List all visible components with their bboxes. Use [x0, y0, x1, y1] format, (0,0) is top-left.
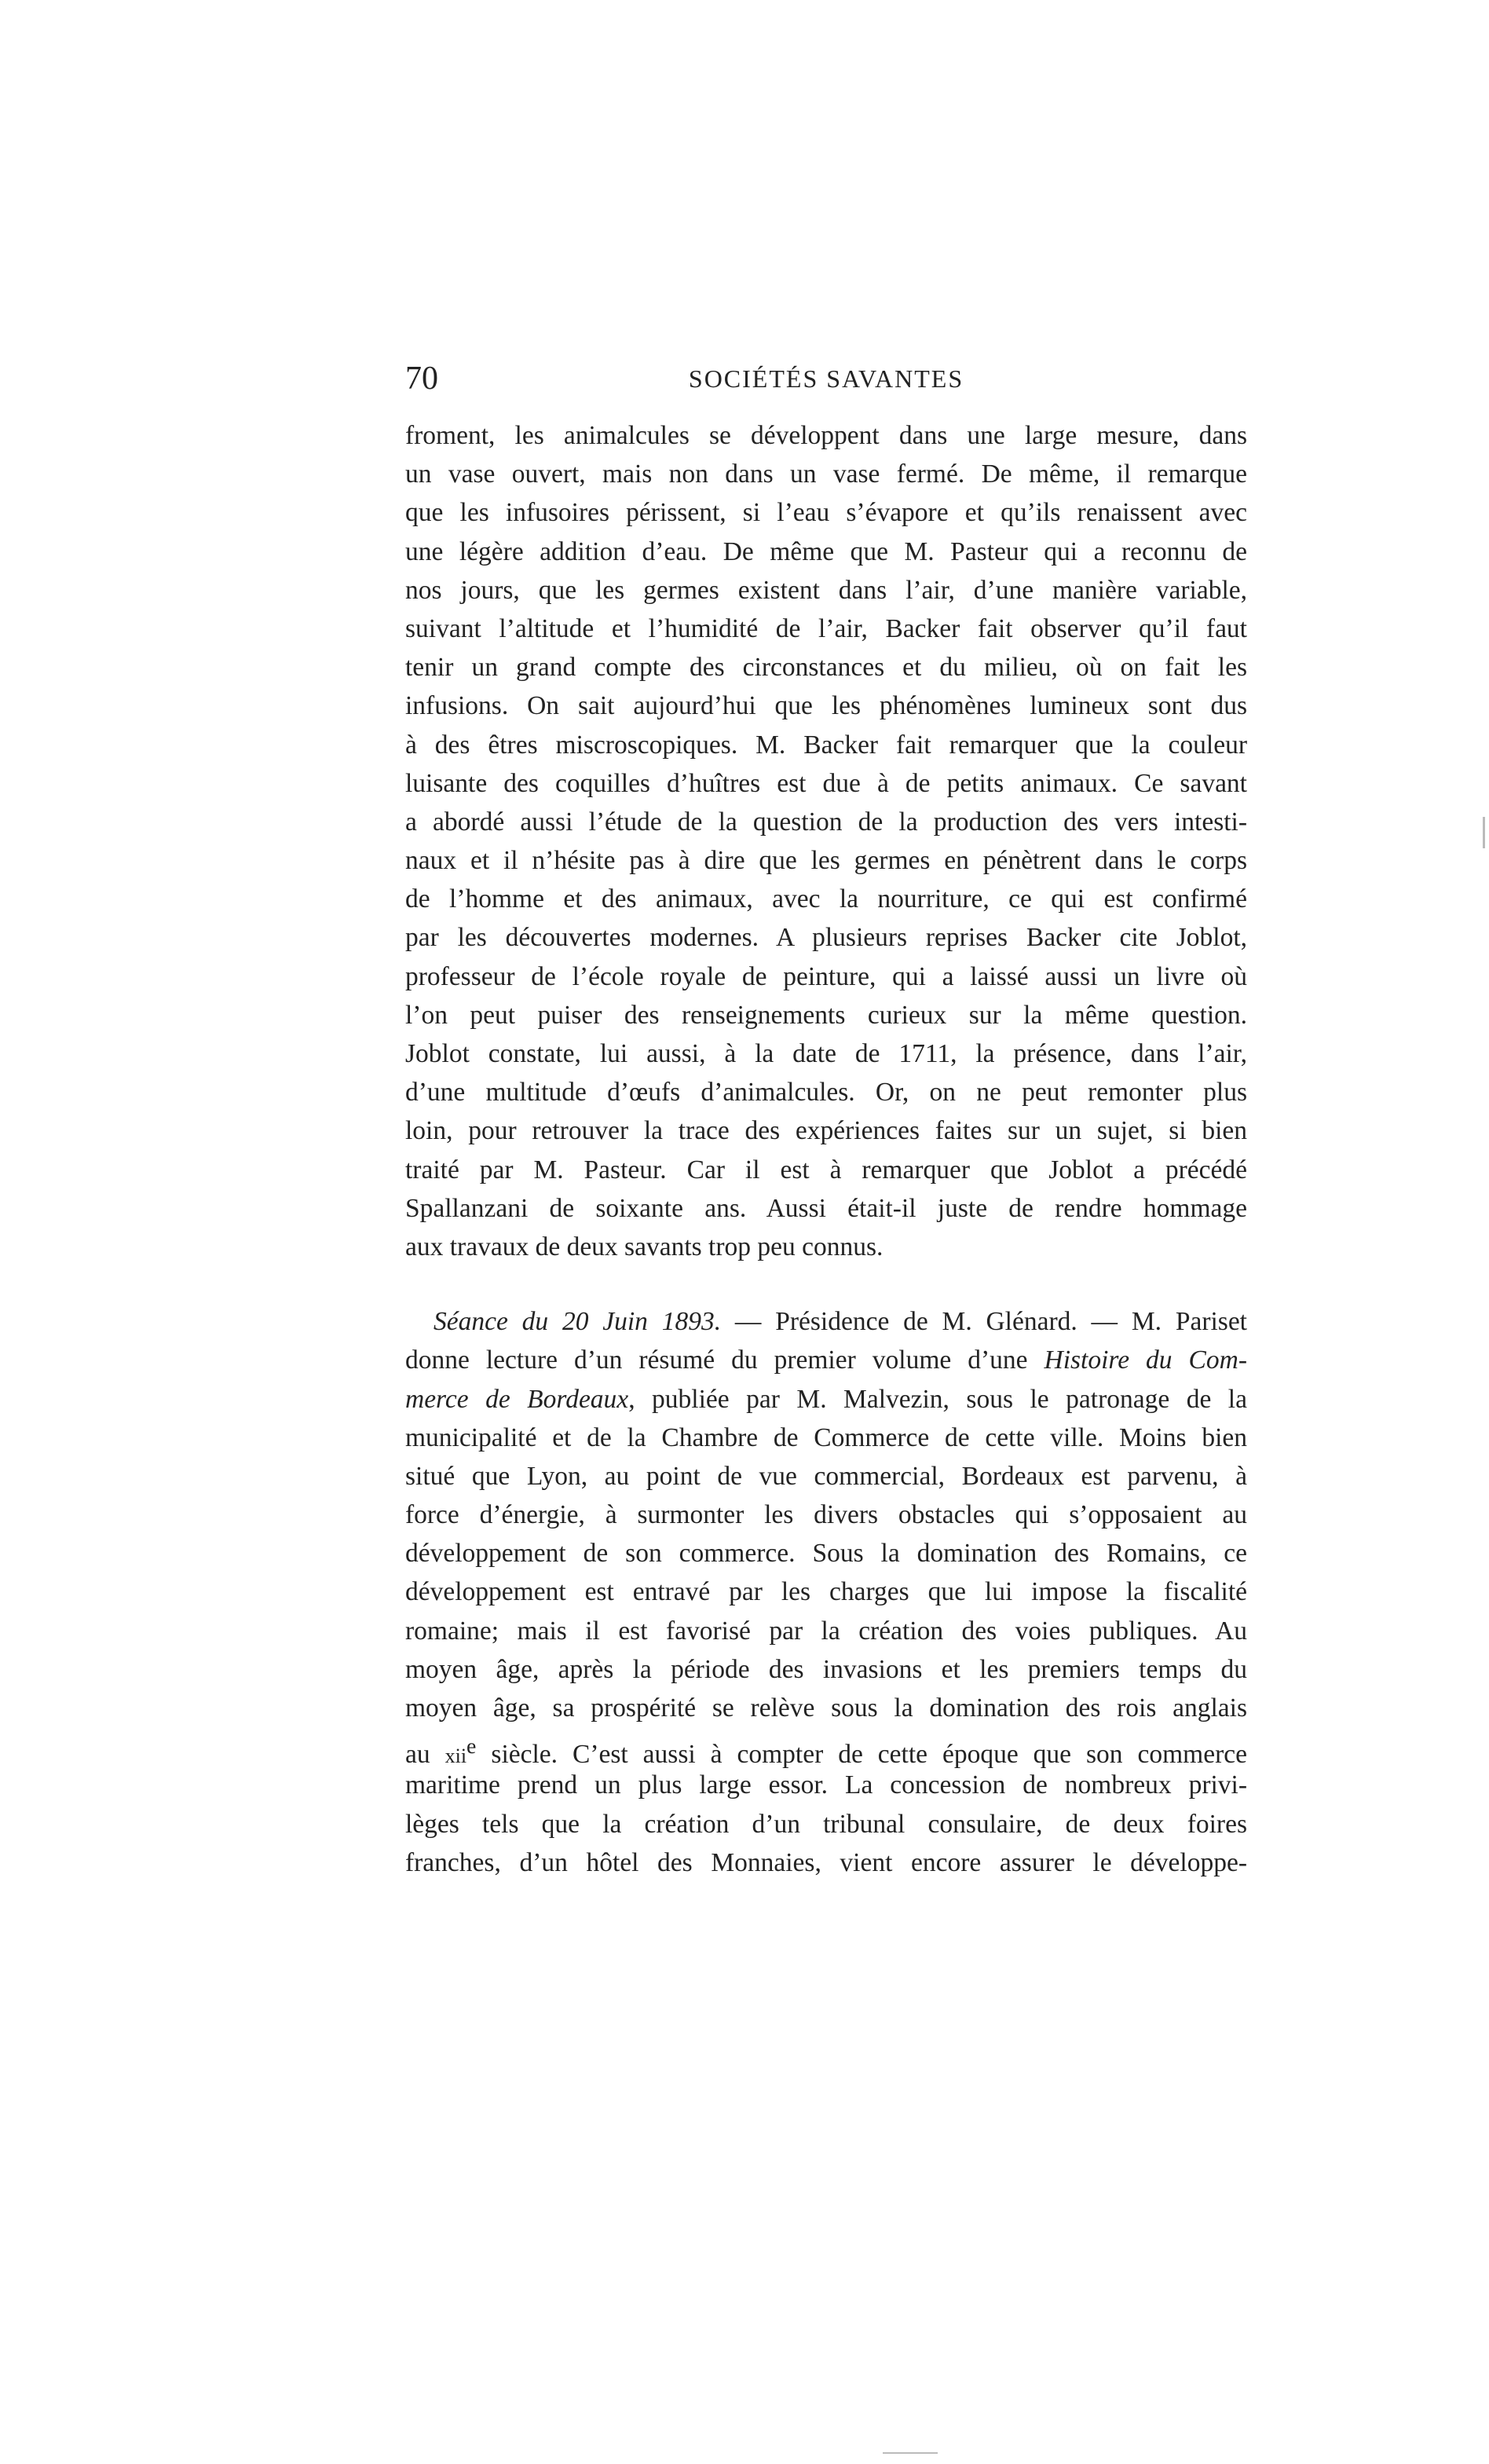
text-line: moyen âge, après la période des invasions et les premiers temps du [405, 1654, 1247, 1684]
text-line [405, 1341, 1247, 1379]
text-line: traité par M. Pasteur. Car il est à remarquer que Joblot a précédé [405, 1155, 1247, 1184]
text-line: aux travaux de deux savants trop peu connus. [405, 1232, 884, 1261]
text-line: franches, d’un hôtel des Monnaies, vient encore assurer le développe- [405, 1847, 1247, 1877]
text-line: loin, pour retrouver la trace des expériences faites sur un sujet, si bien [405, 1116, 1247, 1146]
century-numeral: xii [445, 1745, 467, 1768]
text-line: à des êtres miscroscopiques. M. Backer fait remarquer que la couleur [405, 730, 1247, 760]
line-text: — Présidence de M. Glénard. — M. Pariset [721, 1307, 1247, 1337]
text-line: force d’énergie, à surmonter les divers obstacles qui s’opposaient au [405, 1500, 1247, 1530]
text-line: nos jours, que les germes existent dans l’air, d’une manière variable, [405, 575, 1247, 605]
text-line: suivant l’altitude et l’humidité de l’air, Backer fait observer qu’il faut [405, 613, 1247, 643]
text-line: Spallanzani de soixante ans. Aussi était-il juste de rendre hommage [405, 1193, 1247, 1223]
text-line [405, 1727, 1247, 1770]
text-line: Joblot constate, lui aussi, à la date de 1711, la présence, dans l’air, [405, 1039, 1247, 1068]
book-title: Histoire du Com- [1044, 1345, 1247, 1375]
text-line: tenir un grand compte des circonstances et du milieu, où on fait les [405, 653, 1247, 683]
page-number: 70 [405, 361, 438, 397]
text-line: par les découvertes modernes. A plusieurs reprises Backer cite Joblot, [405, 923, 1247, 953]
text-line: un vase ouvert, mais non dans un vase fermé. De même, il remarque [405, 459, 1247, 489]
scan-edge-mark [1483, 817, 1485, 848]
paragraph [405, 416, 1247, 1266]
line-text: siècle. C’est aussi à compter de cette époque que son commerce [476, 1740, 1247, 1770]
text-line: a abordé aussi l’étude de la question de la production des vers intesti- [405, 807, 1247, 837]
book-title: merce de Bordeaux [405, 1384, 629, 1414]
text-line: développement est entravé par les charges que lui impose la fiscalité [405, 1577, 1247, 1607]
text-line: naux et il n’hésite pas à dire que les germes en pénètrent dans le corps [405, 846, 1247, 876]
line-text: , publiée par M. Malvezin, sous le patronage de la [628, 1384, 1247, 1414]
text-line: maritime prend un plus large essor. La concession de nombreux privi- [405, 1770, 1247, 1800]
text-line: que les infusoires périssent, si l’eau s’évapore et qu’ils renaissent avec [405, 498, 1247, 528]
text-line: d’une multitude d’œufs d’animalcules. Or, on ne peut remonter plus [405, 1078, 1247, 1108]
text-line: de l’homme et des animaux, avec la nourriture, ce qui est confirmé [405, 884, 1247, 914]
text-line: développement de son commerce. Sous la domination des Romains, ce [405, 1539, 1247, 1569]
text-line [405, 1302, 1247, 1341]
century-superscript: e [466, 1734, 477, 1759]
scan-edge-mark [883, 2452, 938, 2454]
text-line: municipalité et de la Chambre de Commerce de cette ville. Moins bien [405, 1422, 1247, 1452]
text-line: moyen âge, sa prospérité se relève sous la domination des rois anglais [405, 1693, 1247, 1723]
text-line: situé que Lyon, au point de vue commercial, Bordeaux est parvenu, à [405, 1461, 1247, 1491]
paragraph-gap [405, 1266, 1247, 1302]
text-line: une légère addition d’eau. De même que M. Pasteur qui a reconnu de [405, 536, 1247, 566]
text-line: luisante des coquilles d’huîtres est due à de petits animaux. Ce savant [405, 768, 1247, 798]
text-line [405, 1380, 1247, 1419]
text-line: infusions. On sait aujourd’hui que les phénomènes lumineux sont dus [405, 691, 1247, 721]
text-line: professeur de l’école royale de peinture, qui a laissé aussi un livre où [405, 961, 1247, 991]
running-title: SOCIÉTÉS SAVANTES [688, 364, 964, 393]
paragraph [405, 1302, 1247, 1882]
line-text: donne lecture d’un résumé du premier volume d’une [405, 1345, 1044, 1375]
session-date: Séance du 20 Juin 1893. [434, 1307, 722, 1337]
text-line: lèges tels que la création d’un tribunal consulaire, de deux foires [405, 1809, 1247, 1839]
text-line: froment, les animalcules se développent dans une large mesure, dans [405, 421, 1247, 450]
line-text: au [405, 1740, 445, 1770]
page-header [405, 355, 1247, 402]
text-line: l’on peut puiser des renseignements curieux sur la même question. [405, 1000, 1247, 1030]
text-line: romaine; mais il est favorisé par la création des voies publiques. Au [405, 1616, 1247, 1646]
body-text [405, 416, 1247, 1882]
